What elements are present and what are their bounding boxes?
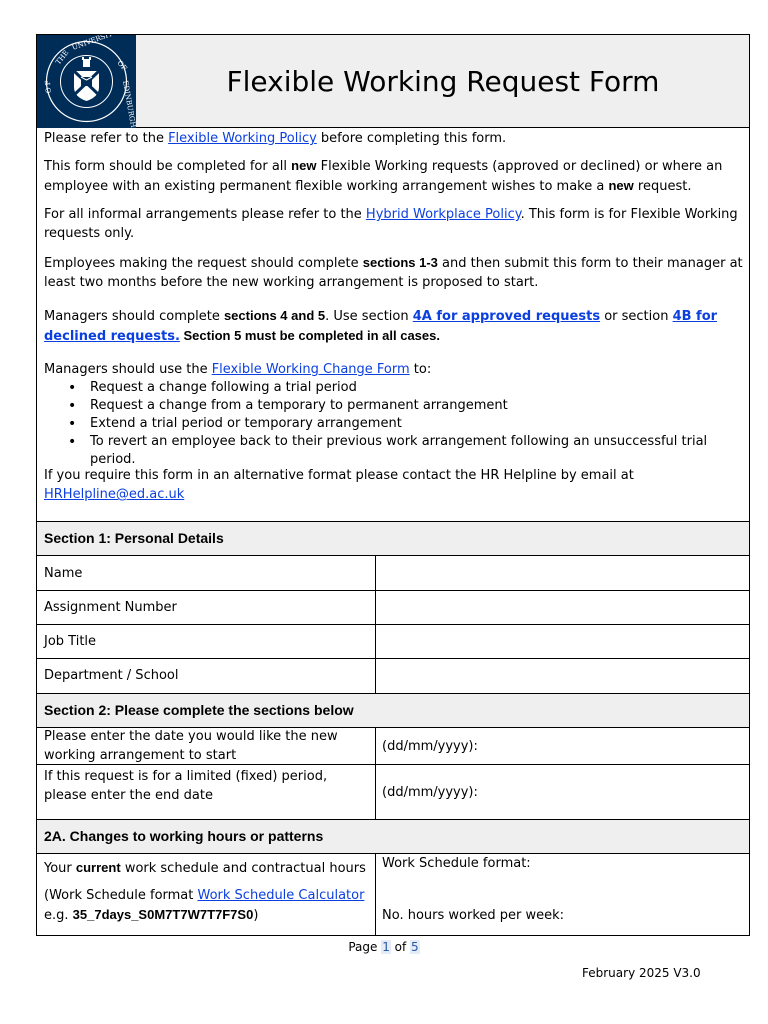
list-item: • To revert an employee back to their previous work arrangement following an unsuccessful trial period. [44,433,746,469]
department-school-label: Department / School [44,668,179,683]
section-2-header [37,694,749,727]
section-1-heading: Section 1: Personal Details [44,530,224,546]
list-item: • Request a change following a trial period [44,379,746,397]
page-number: Page 1 of 5 [348,940,419,954]
form-header [37,35,749,128]
crest-icon [37,35,136,128]
divider [37,764,749,765]
document-version: February 2025 V3.0 [582,966,701,980]
flexible-working-change-form-link[interactable]: Flexible Working Change Form [211,362,410,377]
hybrid-workplace-policy-link[interactable]: Hybrid Workplace Policy [365,207,521,222]
section-2-heading: Section 2: Please complete the sections below [44,702,354,718]
job-title-field[interactable] [377,625,748,657]
end-date-label: If this request is for a limited (fixed) period, please enter the end date [44,769,328,803]
intro-employee-paragraph: Employees making the request should complete sections 1-3 and then submit this form to their manager at least two months before the new working arrangement is proposed to start. [44,255,743,290]
intro-informal-paragraph: For all informal arrangements please refer to the Hybrid Workplace Policy. This form is for Flexible Working requests only. [44,207,738,241]
column-divider [375,853,376,935]
start-date-label: Please enter the date you would like the new working arrangement to start [44,729,338,763]
hours-per-week-field[interactable]: No. hours worked per week: [382,908,565,923]
start-date-field[interactable]: (dd/mm/yyyy): [382,739,478,754]
svg-text:THE: THE [54,48,71,67]
section-4b-link[interactable]: 4B for declined requests. [44,309,718,344]
university-crest-logo [37,35,136,128]
name-label: Name [44,566,83,581]
change-form-bullet-list [44,379,746,469]
form-frame [36,34,750,936]
work-schedule-format-hint: (Work Schedule format Work Schedule Calculator e.g. 35_7days_S0M7T7W7T7F7S0) [44,888,365,923]
form-title: Flexible Working Request Form [226,65,660,98]
section-2a-heading: 2A. Changes to working hours or patterns [44,828,324,844]
department-school-field[interactable] [377,659,748,692]
current-schedule-label: Your current work schedule and contractual hours [44,860,366,876]
list-item: • Extend a trial period or temporary arrangement [44,415,746,433]
name-field[interactable] [377,556,748,589]
intro-policy-paragraph: Please refer to the Flexible Working Policy before completing this form. [44,131,507,146]
svg-text:O F: O F [43,80,53,94]
svg-text:EDINBURGH: EDINBURGH [121,79,136,128]
intro-contact-paragraph: If you require this form in an alternative format please contact the HR Helpline by email at HRHelpline@ed.ac.uk [44,468,634,502]
section-1-header [37,522,749,555]
end-date-field[interactable]: (dd/mm/yyyy): [382,785,478,800]
intro-manager-paragraph: Managers should complete sections 4 and 5. Use section 4A for approved requests or section 4B for declined requests. Section 5 must be completed in all cases. [44,308,718,344]
list-item: • Request a change from a temporary to permanent arrangement [44,397,746,415]
flexible-working-policy-link[interactable]: Flexible Working Policy [168,131,317,146]
work-schedule-format-field[interactable]: Work Schedule format: [382,856,531,871]
work-schedule-calculator-link[interactable]: Work Schedule Calculator [197,888,365,903]
section-2a-header [37,820,749,853]
assignment-number-field[interactable] [377,591,748,623]
svg-text:OF: OF [115,59,129,73]
assignment-number-label: Assignment Number [44,600,177,615]
section-4a-link[interactable]: 4A for approved requests [412,309,601,324]
intro-scope-paragraph: This form should be completed for all new Flexible Working requests (approved or declined) or where an employee with an existing permanent flexible working arrangement wishes to make a new request. [44,158,723,194]
intro-change-form-paragraph: Managers should use the Flexible Working Change Form to: • Request a change following a trial period • Request a change from a temporary to permanent arrangement • Extend a trial period or temporary arrangement • To revert an employee back to their previous work arrangement following an unsuccessful trial period. [44,360,746,469]
svg-text:UNIVERSITY: UNIVERSITY [70,35,118,52]
column-divider [375,555,376,693]
hr-helpline-email-link[interactable]: HRHelpline@ed.ac.uk [44,487,185,502]
job-title-label: Job Title [44,634,97,649]
column-divider [375,727,376,819]
